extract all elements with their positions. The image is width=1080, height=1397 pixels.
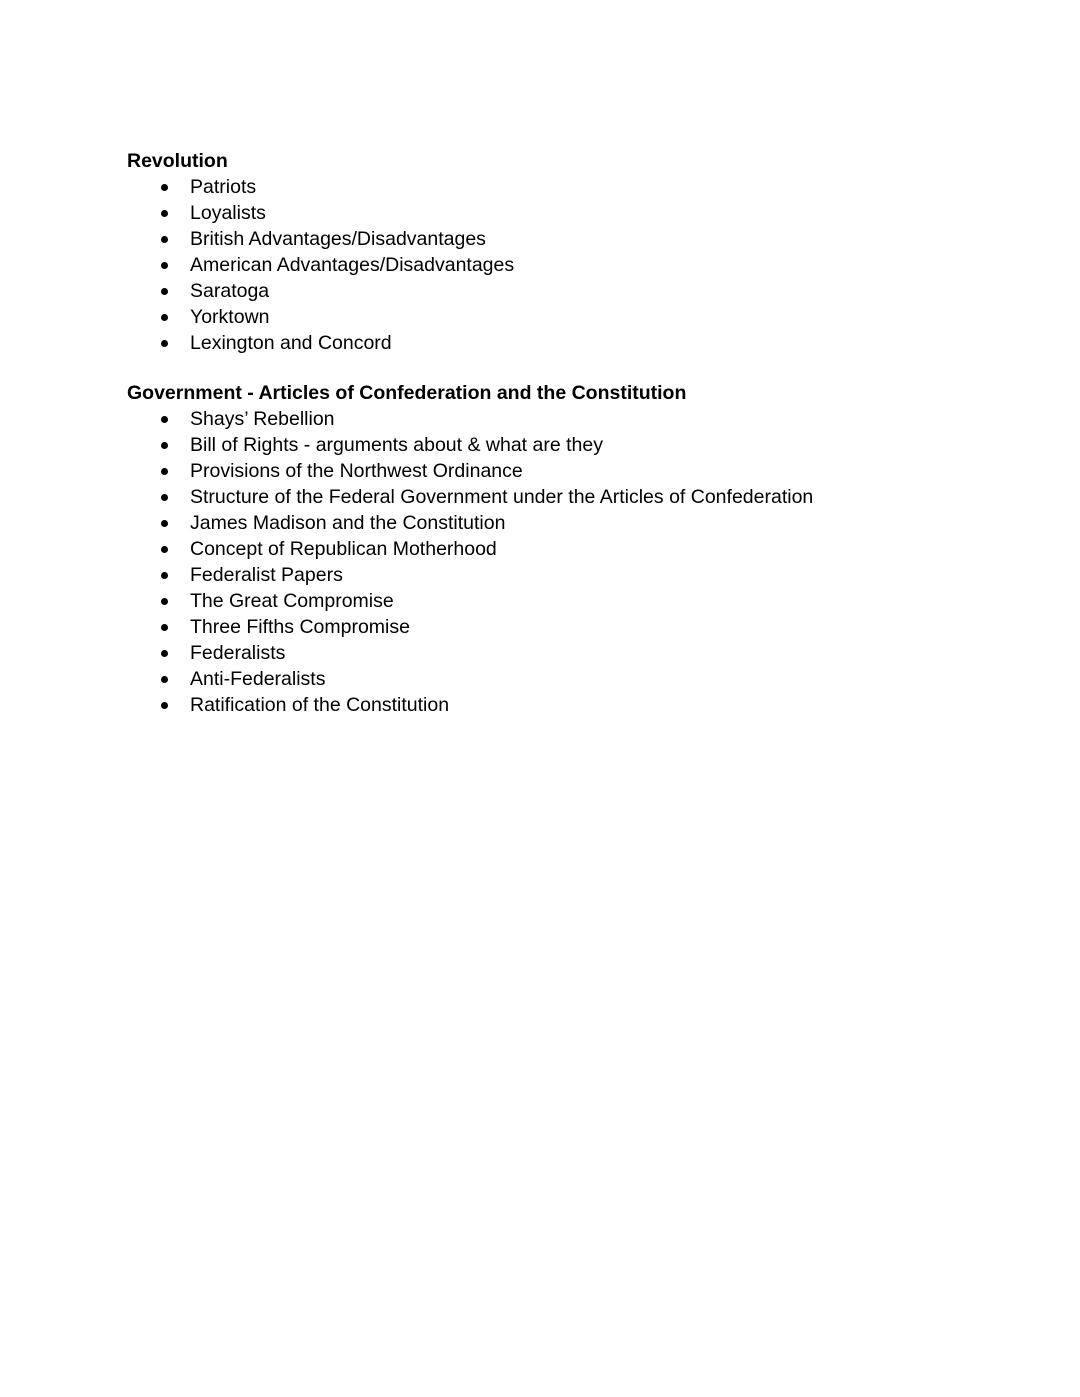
list-item	[190, 588, 953, 614]
list-item	[190, 278, 953, 304]
list-item	[190, 484, 953, 510]
list-item-text: British Advantages/Disadvantages	[190, 228, 486, 250]
bullet-icon	[161, 210, 168, 217]
list-item-text: Yorktown	[190, 306, 270, 328]
list-item	[190, 562, 953, 588]
bullet-list-revolution	[127, 174, 953, 356]
bullet-icon	[161, 468, 168, 475]
bullet-icon	[161, 598, 168, 605]
list-item	[190, 640, 953, 666]
bullet-icon	[161, 572, 168, 579]
list-item	[190, 304, 953, 330]
list-item	[190, 432, 953, 458]
list-item-text: Shays’ Rebellion	[190, 408, 335, 430]
list-item-text: Loyalists	[190, 202, 266, 224]
list-item	[190, 614, 953, 640]
section-heading-government: Government - Articles of Confederation and the Constitution	[127, 382, 687, 404]
bullet-icon	[161, 650, 168, 657]
section-heading-revolution: Revolution	[127, 150, 228, 172]
list-item	[190, 692, 953, 718]
list-item-text: Bill of Rights - arguments about & what are they	[190, 434, 603, 456]
bullet-icon	[161, 546, 168, 553]
list-item-text: Provisions of the Northwest Ordinance	[190, 460, 523, 482]
bullet-icon	[161, 624, 168, 631]
bullet-icon	[161, 416, 168, 423]
list-item-text: Saratoga	[190, 280, 270, 302]
list-item	[190, 406, 953, 432]
list-item	[190, 536, 953, 562]
bullet-list-government	[127, 406, 953, 718]
bullet-icon	[161, 184, 168, 191]
list-item	[190, 200, 953, 226]
section-revolution	[127, 148, 953, 356]
bullet-icon	[161, 314, 168, 321]
list-item-text: Structure of the Federal Government under the Articles of Confederation	[190, 486, 814, 508]
list-item	[190, 458, 953, 484]
bullet-icon	[161, 340, 168, 347]
bullet-icon	[161, 676, 168, 683]
list-item	[190, 330, 953, 356]
list-item	[190, 226, 953, 252]
list-item-text: Concept of Republican Motherhood	[190, 538, 497, 560]
list-item-text: James Madison and the Constitution	[190, 512, 506, 534]
list-item-text: Federalist Papers	[190, 564, 343, 586]
bullet-icon	[161, 520, 168, 527]
list-item-text: Anti-Federalists	[190, 668, 326, 690]
list-item-text: Lexington and Concord	[190, 332, 392, 354]
list-item-text: Federalists	[190, 642, 286, 664]
bullet-icon	[161, 262, 168, 269]
list-item-text: Ratification of the Constitution	[190, 694, 450, 716]
list-item	[190, 174, 953, 200]
list-item	[190, 666, 953, 692]
bullet-icon	[161, 702, 168, 709]
bullet-icon	[161, 442, 168, 449]
list-item-text: The Great Compromise	[190, 590, 394, 612]
list-item	[190, 252, 953, 278]
bullet-icon	[161, 494, 168, 501]
bullet-icon	[161, 236, 168, 243]
bullet-icon	[161, 288, 168, 295]
list-item-text: Patriots	[190, 176, 257, 198]
list-item-text: American Advantages/Disadvantages	[190, 254, 515, 276]
section-government	[127, 380, 953, 718]
list-item-text: Three Fifths Compromise	[190, 616, 410, 638]
list-item	[190, 510, 953, 536]
